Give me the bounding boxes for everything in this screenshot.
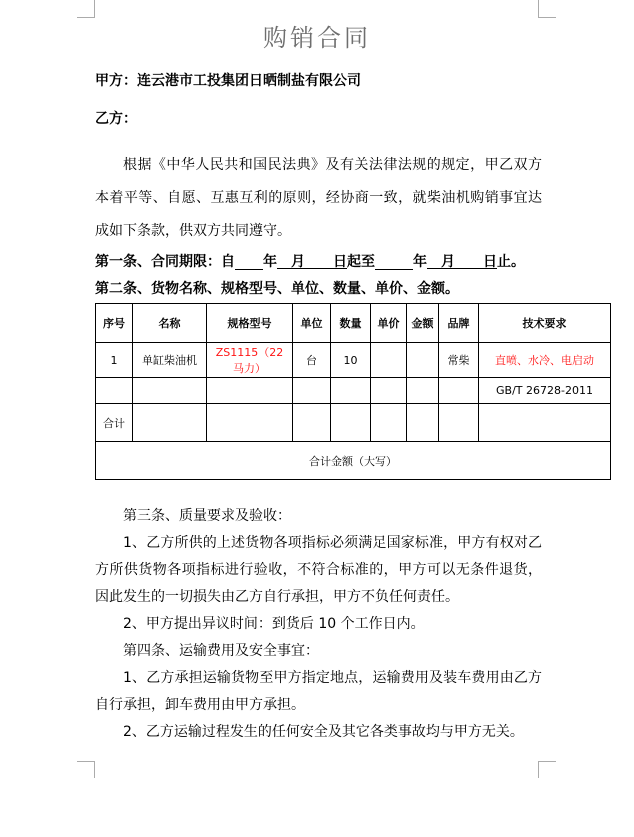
clause-term-line <box>95 254 525 270</box>
clause-term-end: 止。 <box>497 254 525 270</box>
table-row <box>96 378 611 404</box>
document-title: 购销合同 <box>263 24 371 52</box>
clause-quality-item-2: 2、甲方提出异议时间：到货后 10 个工作日内。 <box>123 616 425 632</box>
cell-seq <box>96 378 133 404</box>
cell-brand <box>439 378 479 404</box>
cell-unit: 台 <box>293 343 331 378</box>
cell-name: 单缸柴油机 <box>133 343 207 378</box>
margin-mark-bottom-right <box>538 761 539 778</box>
margin-mark-top-left <box>94 0 95 17</box>
year-label: 年 <box>263 254 277 270</box>
preamble-paragraph: 根据《中华人民共和国民法典》及有关法律法规的规定，甲乙双方本着平等、自愿、互惠互利的原则，经协商一致，就柴油机购销事宜达成如下条款，供双方共同遵守。 <box>95 157 542 239</box>
table-total-row <box>96 404 611 442</box>
cell-empty <box>371 404 407 442</box>
day-blank: 日 <box>319 254 347 270</box>
cell-empty <box>133 404 207 442</box>
clause-term-mid: 起至 <box>347 254 375 270</box>
cell-unit-price <box>371 378 407 404</box>
cell-amount <box>407 343 439 378</box>
cell-brand: 常柴 <box>439 343 479 378</box>
cell-name <box>133 378 207 404</box>
month-blank: 月 <box>427 254 469 270</box>
grand-total-cell: 合计金额（大写） <box>96 442 611 480</box>
cell-empty <box>207 404 293 442</box>
header-unit: 单位 <box>293 304 331 343</box>
month-blank: 月 <box>277 254 319 270</box>
clause-goods-line: 第二条、货物名称、规格型号、单位、数量、单价、金额。 <box>95 281 459 297</box>
cell-qty <box>331 378 371 404</box>
header-seq: 序号 <box>96 304 133 343</box>
margin-mark-bottom-left <box>94 761 95 778</box>
cell-empty <box>439 404 479 442</box>
header-qty: 数量 <box>331 304 371 343</box>
clause-term-label: 第一条、合同期限：自 <box>95 254 235 270</box>
cell-empty <box>293 404 331 442</box>
cell-empty <box>407 404 439 442</box>
clause-transport-item-1: 1、乙方承担运输货物至甲方指定地点，运输费用及装车费用由乙方自行承担，卸车费用由甲方承担。 <box>95 670 542 713</box>
table-header-row <box>96 304 611 343</box>
header-brand: 品牌 <box>439 304 479 343</box>
table-grand-total-row <box>96 442 611 480</box>
margin-mark-bottom-right <box>538 761 556 762</box>
clause-quality-heading: 第三条、质量要求及验收： <box>123 508 291 524</box>
cell-amount <box>407 378 439 404</box>
contract-clauses <box>95 503 542 746</box>
cell-empty <box>331 404 371 442</box>
year-blank <box>235 255 263 270</box>
cell-spec: ZS1115（22 马力） <box>207 343 293 378</box>
cell-unit-price <box>371 343 407 378</box>
header-unit-price: 单价 <box>371 304 407 343</box>
party-b-line: 乙方： <box>95 111 137 127</box>
goods-table <box>95 303 611 480</box>
header-amount: 金额 <box>407 304 439 343</box>
party-a-line: 甲方：连云港市工投集团日晒制盐有限公司 <box>95 73 361 89</box>
cell-unit <box>293 378 331 404</box>
year-blank <box>375 255 413 270</box>
cell-spec <box>207 378 293 404</box>
clause-transport-heading: 第四条、运输费用及安全事宜： <box>123 643 319 659</box>
cell-seq: 1 <box>96 343 133 378</box>
cell-total-label: 合计 <box>96 404 133 442</box>
cell-qty: 10 <box>331 343 371 378</box>
table-row <box>96 343 611 378</box>
header-tech: 技术要求 <box>479 304 611 343</box>
header-spec: 规格型号 <box>207 304 293 343</box>
cell-tech: 直喷、水冷、电启动 <box>479 343 611 378</box>
cell-empty <box>479 404 611 442</box>
clause-quality-item-1: 1、乙方所供的上述货物各项指标必须满足国家标准，甲方有权对乙方所供货物各项指标进行验收，不符合标准的，甲方可以无条件退货，因此发生的一切损失由乙方自行承担，甲方不负任何责任。 <box>95 535 542 605</box>
clause-transport-item-2: 2、乙方运输过程发生的任何安全及其它各类事故均与甲方无关。 <box>123 724 524 740</box>
margin-mark-bottom-left <box>77 761 95 762</box>
cell-standard: GB/T 26728-2011 <box>479 378 611 404</box>
year-label: 年 <box>413 254 427 270</box>
header-name: 名称 <box>133 304 207 343</box>
day-blank: 日 <box>469 254 497 270</box>
margin-mark-top-right <box>538 0 539 17</box>
